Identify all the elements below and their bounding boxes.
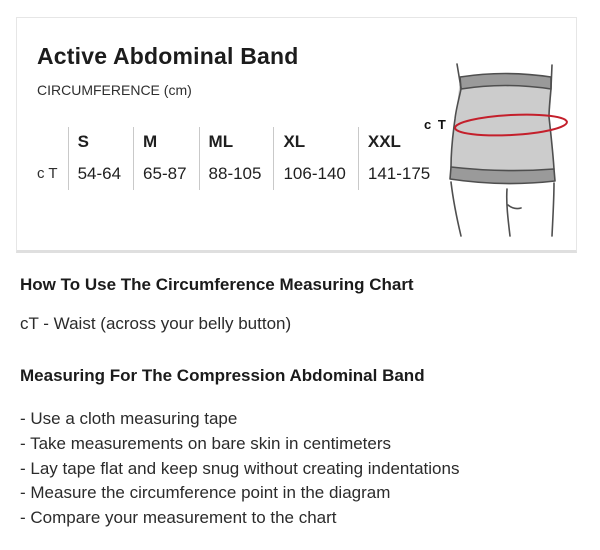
- size-value-xxl: 141-175: [358, 157, 442, 190]
- corner-cell: [37, 127, 68, 157]
- size-value-ml: 88-105: [199, 157, 274, 190]
- step-item: - Compare your measurement to the chart: [20, 508, 337, 528]
- torso-diagram-icon: [419, 47, 577, 249]
- size-table-value-row: [37, 157, 442, 190]
- size-value-m: 65-87: [134, 157, 199, 190]
- size-column-header-xl: XL: [274, 127, 358, 157]
- diagram-ct-label: c T: [424, 117, 448, 132]
- size-column-header-ml: ML: [199, 127, 274, 157]
- size-table: [37, 127, 442, 190]
- ct-definition: cT - Waist (across your belly button): [20, 314, 292, 333]
- product-title: Active Abdominal Band: [37, 43, 299, 69]
- step-item: - Use a cloth measuring tape: [20, 409, 238, 428]
- step-item: - Take measurements on bare skin in centimeters: [20, 433, 392, 453]
- size-column-header-s: S: [68, 127, 133, 157]
- size-chart-card: [16, 17, 577, 253]
- size-value-xl: 106-140: [274, 157, 358, 190]
- size-table-header-row: [37, 127, 442, 157]
- step-item: - Lay tape flat and keep snug without creating indentations: [20, 458, 460, 478]
- size-column-header-xxl: XXL: [358, 127, 442, 157]
- size-column-header-m: M: [134, 127, 199, 157]
- row-label-ct: c T: [37, 165, 58, 182]
- heading-measuring: Measuring For The Compression Abdominal Band: [20, 366, 425, 385]
- measuring-steps-list: [20, 407, 459, 531]
- step-item: - Measure the circumference point in the diagram: [20, 483, 391, 503]
- heading-how-to-use: How To Use The Circumference Measuring Chart: [20, 275, 414, 294]
- size-value-s: 54-64: [68, 157, 133, 190]
- circumference-subtitle: CIRCUMFERENCE (cm): [37, 82, 192, 98]
- torso-measurement-diagram: [419, 47, 577, 249]
